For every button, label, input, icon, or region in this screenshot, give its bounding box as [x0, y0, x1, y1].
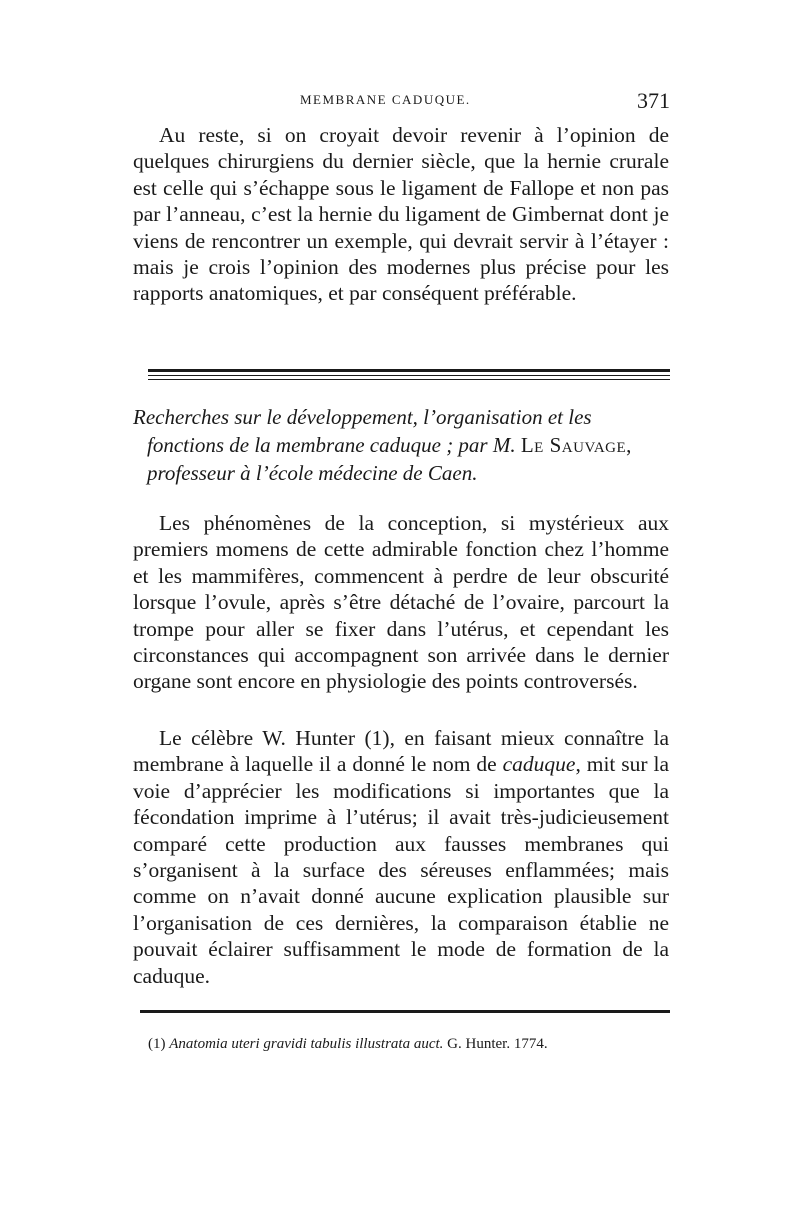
- paragraph-text: [133, 725, 669, 989]
- footnote-citation-author: G. Hunter. 1774.: [447, 1036, 548, 1052]
- paragraph-text-part: , mit sur la voie d’apprécier les modifications si importantes que la fécondation imprime à l’utérus; il avait très-judicieusement comparé cette production aux fausses membranes qui s’organisent à la surface des séreuses enflammées; mais comme on n’avait donné aucune explication plausible sur l’organisation de ces dernières, la comparaison établie ne pouvait éclairer suffisamment le mode de formation de la caduque.: [133, 752, 670, 988]
- article-title-line-2-text: fonctions de la membrane caduque ; par M.: [147, 433, 516, 457]
- running-title: MEMBRANE CADUQUE.: [300, 92, 471, 107]
- article-title-line-2: [133, 431, 673, 459]
- emphasis-caduque: caduque: [502, 752, 576, 777]
- paragraph-hernia-conclusion: [133, 122, 669, 307]
- paragraph-text: Les phénomènes de la conception, si mystérieux aux premiers momens de cette admirable fonction chez l’homme et les mammifères, commencent à perdre de leur obscurité lorsque l’ovule, après s’être détaché de l’ovaire, parcourt la trompe pour aller se fixer dans l’utérus, et cependant les circonstances qui accompagnent son arrivée dans le dernier organe sont encore en physiologie des points controversés.: [133, 511, 669, 694]
- paragraph-hunter: [133, 725, 669, 989]
- footnote: [148, 1036, 668, 1053]
- footnote-marker: (1): [148, 1036, 166, 1052]
- article-title-line-1: Recherches sur le développement, l’organisation et les: [133, 405, 592, 429]
- article-title-line-3: professeur à l’école médecine de Caen.: [147, 461, 478, 485]
- paragraph-text: Au reste, si on croyait devoir revenir à l’opinion de quelques chirurgiens du dernier siècle, que la hernie crurale est celle qui s’échappe sous le ligament de Fallope et non pas par l’anneau, c’est la hernie du ligament de Gimbernat dont je viens de rencontrer un exemple, qui devrait servir à l’étayer : mais je crois l’opinion des modernes plus précise pour les rapports anatomiques, et par conséquent préférable.: [133, 123, 669, 306]
- page-header: [130, 88, 670, 118]
- article-author: Le Sauvage,: [520, 433, 632, 457]
- footnote-citation-title: Anatomia uteri gravidi tabulis illustrata auct.: [169, 1036, 444, 1052]
- footnote-divider: [140, 1010, 670, 1013]
- page-number: 371: [637, 88, 670, 113]
- paragraph-conception: [133, 510, 669, 695]
- section-divider: [148, 369, 670, 380]
- article-title: [133, 403, 673, 487]
- paragraph-text-part: Le célèbre W. Hunter (1), en faisant mieux connaître la membrane à laquelle il a donné le nom de: [133, 726, 669, 777]
